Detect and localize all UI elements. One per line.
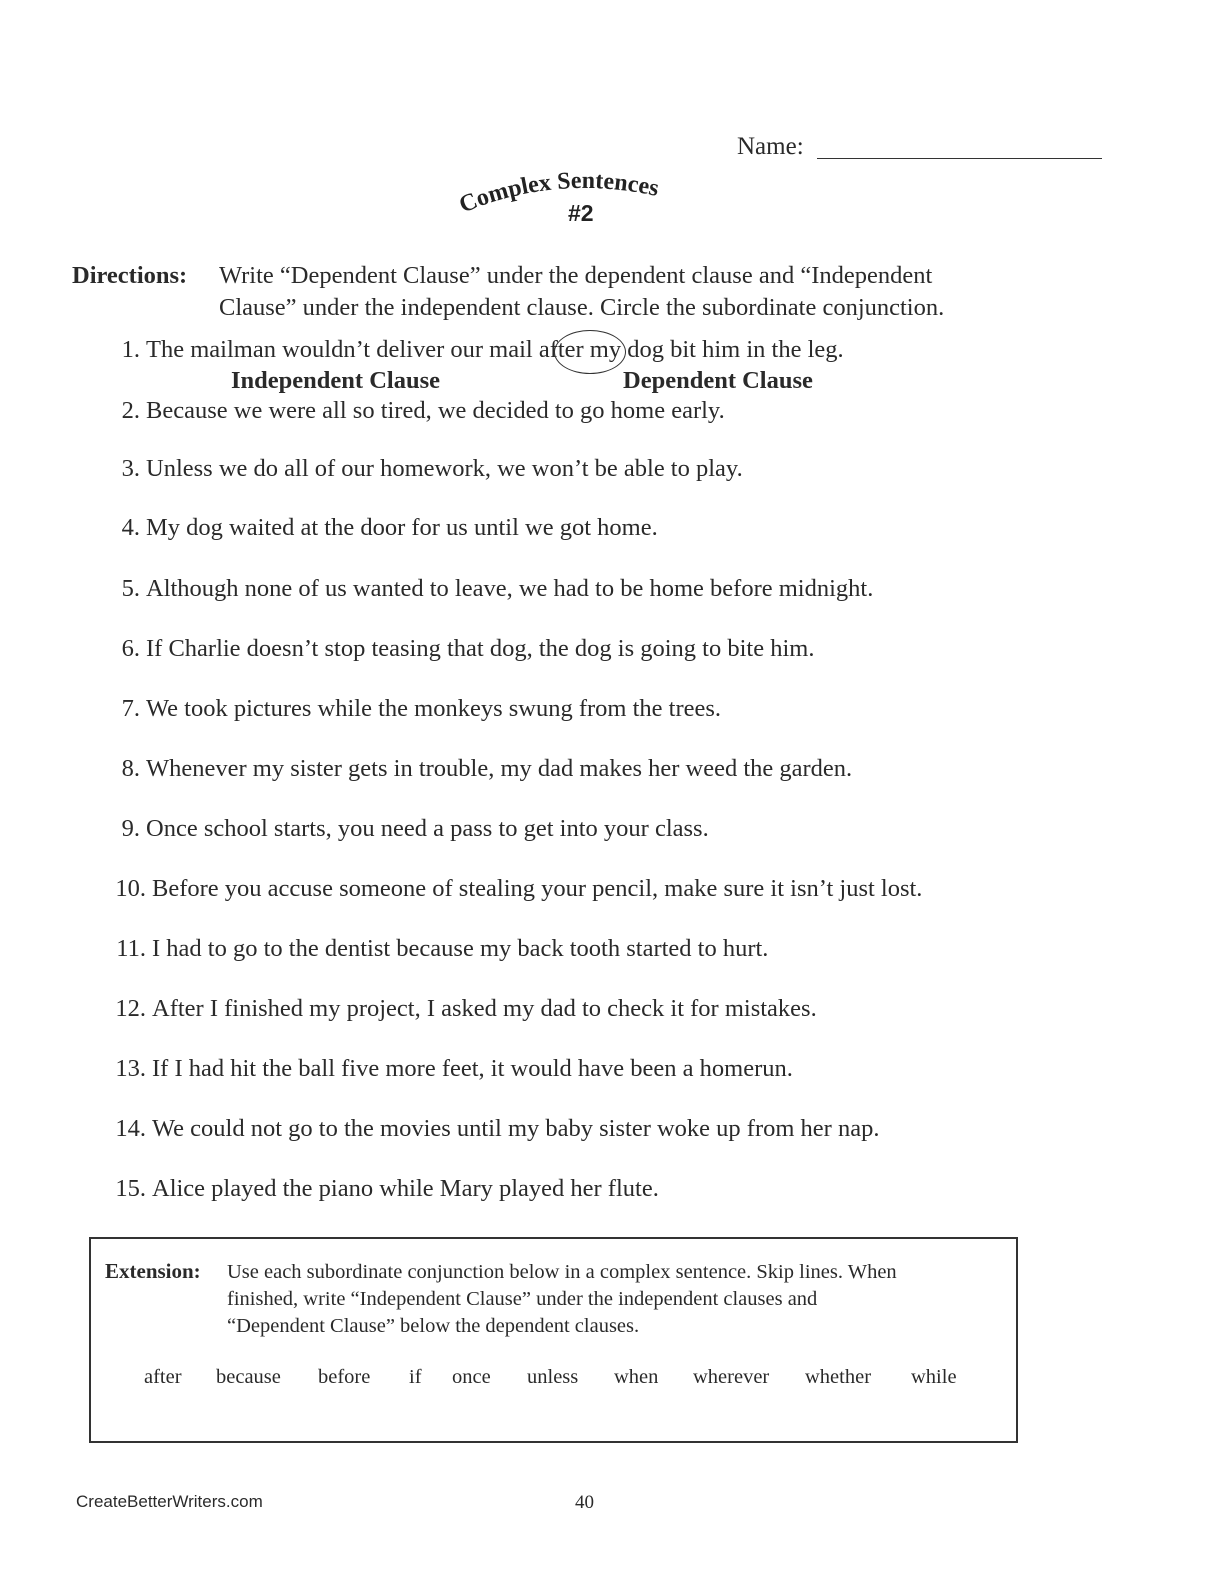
conjunction-word: once bbox=[452, 1366, 491, 1388]
conjunction-word: because bbox=[216, 1366, 281, 1388]
conjunction-word: if bbox=[409, 1366, 422, 1388]
question-9: 9. Once school starts, you need a pass to get into your class. bbox=[121, 815, 709, 842]
extension-box bbox=[89, 1237, 1018, 1443]
title-text: Complex Sentences bbox=[455, 167, 662, 219]
question-12: 12. After I finished my project, I asked my dad to check it for mistakes. bbox=[115, 995, 817, 1022]
conjunction-word: unless bbox=[527, 1366, 579, 1388]
conjunction-word: when bbox=[614, 1366, 659, 1388]
directions-label: Directions: bbox=[72, 262, 188, 289]
name-label: Name: bbox=[737, 133, 804, 160]
question-14: 14. We could not go to the movies until my baby sister woke up from her nap. bbox=[115, 1115, 880, 1142]
svg-text:Complex Sentences bbox=[456, 168, 661, 219]
question-10: 10. Before you accuse someone of stealing your pencil, make sure it isn’t just lost. bbox=[115, 875, 923, 902]
conjunction-word: before bbox=[318, 1366, 371, 1388]
extension-label: Extension: bbox=[105, 1259, 201, 1283]
name-line[interactable] bbox=[817, 158, 1102, 159]
question-3: 3. Unless we do all of our homework, we won’t be able to play. bbox=[121, 455, 743, 482]
conjunction-word: wherever bbox=[693, 1366, 770, 1388]
example-answer-dependent: Dependent Clause bbox=[623, 367, 813, 394]
conjunction-word: while bbox=[911, 1366, 957, 1388]
extension-instructions: Use each subordinate conjunction below in a complex sentence. Skip lines. When finished, write “Independent Clause” under the independent clauses and “Dependent Clause” below the dependent clauses. bbox=[227, 1261, 897, 1337]
conjunction-word: after bbox=[144, 1366, 182, 1388]
question-8: 8. Whenever my sister gets in trouble, my dad makes her weed the garden. bbox=[121, 755, 853, 782]
question-15: 15. Alice played the piano while Mary played her flute. bbox=[115, 1175, 659, 1202]
question-6: 6. If Charlie doesn’t stop teasing that dog, the dog is going to bite him. bbox=[121, 635, 815, 662]
question-13: 13. If I had hit the ball five more feet, it would have been a homerun. bbox=[115, 1055, 793, 1082]
page-number: 40 bbox=[575, 1492, 594, 1513]
question-2: 2. Because we were all so tired, we decided to go home early. bbox=[121, 397, 725, 424]
question-11: 11. I had to go to the dentist because my back tooth started to hurt. bbox=[116, 935, 769, 962]
example-answer-independent: Independent Clause bbox=[231, 367, 440, 394]
footer-site: CreateBetterWriters.com bbox=[76, 1492, 263, 1511]
directions-line-1: Write “Dependent Clause” under the dependent clause and “Independent bbox=[219, 262, 933, 289]
question-4: 4. My dog waited at the door for us until we got home. bbox=[121, 514, 658, 541]
conjunction-circle-mark bbox=[554, 330, 626, 374]
title-number: #2 bbox=[568, 200, 594, 226]
directions-line-2: Clause” under the independent clause. Circle the subordinate conjunction. bbox=[219, 294, 945, 321]
question-5: 5. Although none of us wanted to leave, we had to be home before midnight. bbox=[121, 575, 874, 602]
conjunction-word: whether bbox=[805, 1366, 872, 1388]
conjunction-word-list bbox=[91, 1366, 1016, 1396]
question-1: 1. The mailman wouldn’t deliver our mail after my dog bit him in the leg. bbox=[121, 336, 844, 363]
question-7: 7. We took pictures while the monkeys swung from the trees. bbox=[121, 695, 722, 722]
